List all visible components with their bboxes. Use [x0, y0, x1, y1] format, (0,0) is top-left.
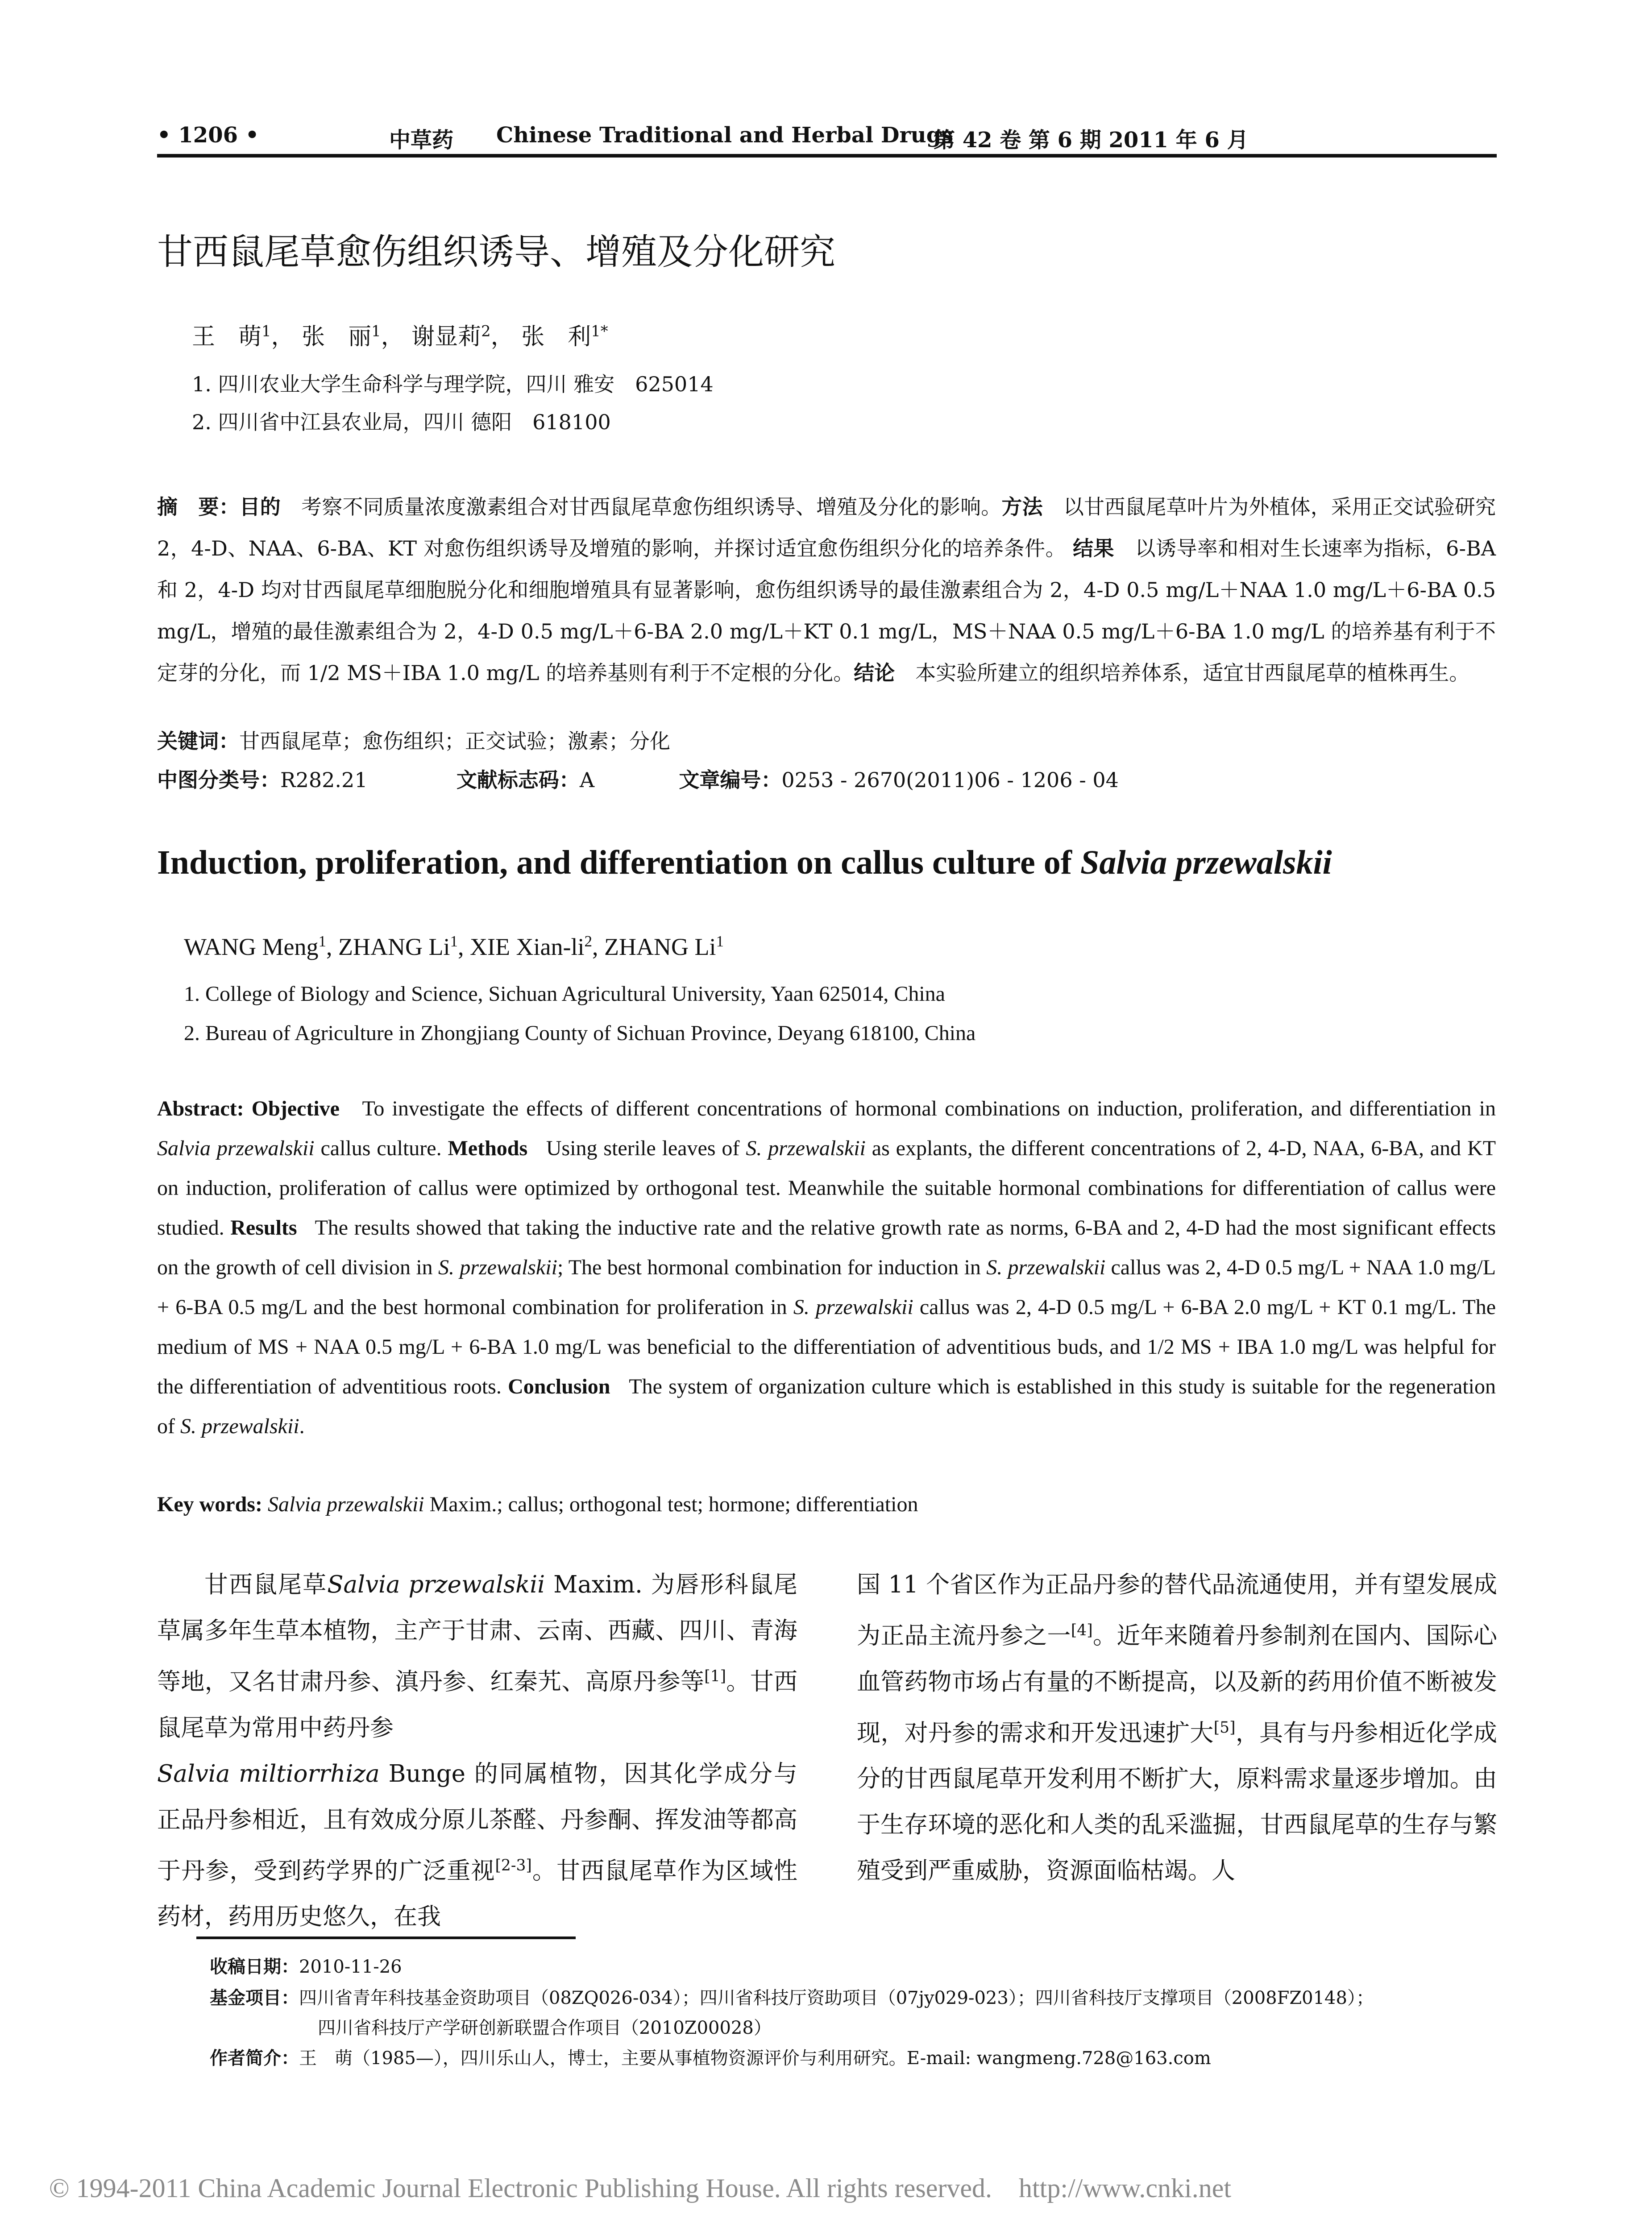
- species-name: Salvia miltiorrhiza: [157, 1760, 380, 1787]
- methods-label: 方法: [1001, 495, 1043, 519]
- author-bio-label: 作者简介：: [210, 2048, 299, 2069]
- footnote-fund-cont: 四川省科技厅产学研创新联盟合作项目（2010Z00028）: [318, 2018, 772, 2038]
- author-zh-3: 谢显莉: [411, 323, 481, 350]
- author-sup: 2: [481, 322, 491, 340]
- title-en-main: Induction, proliferation, and differentiation on callus culture of: [157, 844, 1081, 881]
- author-sup: 1: [318, 933, 327, 950]
- footnote-received: [210, 1952, 402, 1982]
- author-en-1: WANG Meng: [184, 933, 319, 960]
- article-no-label: 文章编号：: [679, 768, 782, 792]
- keywords-en-label: Key words:: [157, 1493, 262, 1516]
- received-label: 收稿日期：: [210, 1956, 299, 1977]
- author-en-3: XIE Xian-li: [470, 933, 585, 960]
- title-zh: 甘西鼠尾草愈伤组织诱导、增殖及分化研究: [157, 231, 835, 273]
- doc-code-value: A: [579, 768, 595, 792]
- results-en-4: callus was 2, 4-D 0.5 mg/L + 6-BA 2.0 mg/L + KT 0.1 mg/L. The medium of MS + NAA 0.5 mg/L + 6-BA 1.0 mg/L was beneficial to the differentiation of adventitious buds, and 1/2 MS + IBA 1.0 mg/L was helpful for the differentiation of adventitious roots.: [157, 1295, 1496, 1398]
- species-name: Salvia przewalskii: [157, 1136, 315, 1160]
- copyright-footer: © 1994-2011 China Academic Journal Electronic Publishing House. All rights reserved. http://www.cnki.net: [49, 2173, 1232, 2203]
- results-en-1: The results showed that taking the inductive rate and the relative growth rate as norms, 6-BA and 2, 4-D had the most significant effects on the growth of cell division in: [157, 1216, 1496, 1279]
- keywords-en-text: Maxim.; callus; orthogonal test; hormone; differentiation: [429, 1493, 918, 1516]
- results-en-label: Results: [230, 1216, 297, 1240]
- received-date: 2010-11-26: [299, 1957, 402, 1977]
- species-name: Salvia przewalskii: [267, 1493, 424, 1516]
- author-sup: 1*: [591, 322, 608, 340]
- keywords-zh-text: 甘西鼠尾草；愈伤组织；正交试验；激素；分化: [239, 729, 670, 753]
- period: .: [299, 1414, 305, 1438]
- classification-line: [157, 759, 1496, 801]
- keywords-en: [157, 1484, 918, 1525]
- results-text: 以诱导率和相对生长速率为指标，6-BA 和 2，4-D 均对甘西鼠尾草细胞脱分化和细胞增殖具有显著影响，愈伤组织诱导的最佳激素组合为 2，4-D 0.5 mg/L＋NAA 1.0 mg/L＋6-BA 0.5 mg/L，增殖的最佳激素组合为 2，4-D 0.5 mg/L＋6-BA 2.0 mg/L＋KT 0.1 mg/L，MS＋NAA 0.5 mg/L＋6-BA 1.0 mg/L 的培养基有利于不定芽的分化，而 1/2 MS＋IBA 1.0 mg/L 的培养基则有利于不定根的分化。: [157, 536, 1496, 685]
- species-name: S. przewalskii: [438, 1256, 557, 1279]
- footnote-rule: [196, 1937, 576, 1939]
- objective-label: 目的: [239, 495, 281, 519]
- clc-label: 中图分类号：: [157, 768, 280, 792]
- journal-name-cn: 中草药: [389, 128, 454, 153]
- fund-text-1: 四川省青年科技基金资助项目（08ZQ026-034）；四川省科技厅资助项目（07jy029-023）；四川省科技厅支撑项目（2008FZ0148）；: [299, 1988, 1374, 2008]
- affiliation-en-1: 1. College of Biology and Science, Sichuan Agricultural University, Yaan 625014, China: [184, 982, 945, 1006]
- affiliation-en-2: 2. Bureau of Agriculture in Zhongjiang County of Sichuan Province, Deyang 618100, China: [184, 1021, 976, 1045]
- body-right-column: [857, 1562, 1497, 1894]
- footnote-author: [210, 2044, 1211, 2073]
- author-zh-4: 张 利: [521, 323, 591, 350]
- header-rule: [157, 154, 1497, 158]
- methods-en-label: Methods: [448, 1136, 528, 1160]
- author-sup: 1: [371, 322, 381, 340]
- body-text: 。甘西鼠尾草作为区域性药材，药用历史悠久，在我: [157, 1857, 798, 1931]
- doc-code-label: 文献标志码：: [456, 768, 580, 792]
- conclusion-en: The system of organization culture which is established in this study is suitable for the regeneration of: [157, 1375, 1496, 1438]
- objective-text: 考察不同质量浓度激素组合对甘西鼠尾草愈伤组织诱导、增殖及分化的影响。: [301, 495, 1002, 519]
- author-bio: 王 萌（1985—），四川乐山人，博士，主要从事植物资源评价与利用研究。E-mail: wangmeng.728@163.com: [299, 2048, 1211, 2069]
- conclusion-text: 本实验所建立的组织培养体系，适宜甘西鼠尾草的植株再生。: [915, 661, 1470, 685]
- results-en-3: callus was 2, 4-D 0.5 mg/L + NAA 1.0 mg/L + 6-BA 0.5 mg/L and the best hormonal combination for proliferation in: [157, 1256, 1496, 1319]
- footnote-fund: [210, 1983, 1374, 2013]
- title-en-species: Salvia przewalskii: [1080, 844, 1332, 881]
- author-sup: 2: [584, 933, 592, 950]
- author-en-2: ZHANG Li: [338, 933, 450, 960]
- page-number: • 1206 •: [157, 123, 259, 148]
- affiliation-zh-2: 2. 四川省中江县农业局，四川 德阳 618100: [192, 410, 611, 434]
- body-text: 。甘西鼠尾草为常用中药丹参: [157, 1668, 798, 1742]
- author-zh-1: 王 萌: [192, 323, 262, 350]
- article-no-value: 0253 - 2670(2011)06 - 1206 - 04: [781, 768, 1119, 792]
- affiliation-zh-1: 1. 四川农业大学生命科学与理学院，四川 雅安 625014: [192, 372, 714, 396]
- abstract-en-label: Abstract: Objective: [157, 1097, 340, 1120]
- body-text: Bunge 的同属植物，因其化学成分与正品丹参相近，且有效成分原儿茶醛、丹参酮、挥发油等都高于丹参，受到药学界的广泛重视: [157, 1760, 797, 1885]
- authors-zh: 王 萌$^1$， 张 丽$^1$， 谢显莉$^2$， 张 利$^{1*}$: [192, 322, 608, 350]
- species-name: S. przewalskii: [986, 1256, 1106, 1279]
- species-name: Salvia przewalskii: [327, 1571, 545, 1598]
- author-sup: 1: [716, 933, 724, 950]
- species-name: S. przewalskii: [746, 1136, 866, 1160]
- keywords-zh-label: 关键词：: [157, 729, 239, 753]
- results-en-2: ; The best hormonal combination for induction in: [557, 1256, 981, 1279]
- authors-en: WANG Meng$^1$, ZHANG Li$^1$, XIE Xian-$li^2$, ZHANG Li$^1$: [184, 933, 724, 960]
- body-text: 国 11 个省区作为正品丹参的替代品流通使用，并有望发展成为正品主流丹参之一: [857, 1571, 1497, 1650]
- citation: [2-3]: [495, 1856, 532, 1874]
- author-zh-2: 张 丽: [302, 323, 372, 350]
- abstract-zh: [157, 486, 1496, 694]
- author-sup: 1: [261, 322, 271, 340]
- author-sup: 1: [450, 933, 458, 950]
- methods-text: 以甘西鼠尾草叶片为外植体，采用正交试验研究 2，4-D、NAA、6-BA、KT 对愈伤组织诱导及增殖的影响，并探讨适宜愈伤组织分化的培养条件。: [157, 495, 1496, 560]
- methods-en-1: Using sterile leaves of: [546, 1136, 740, 1160]
- species-name: S. przewalskii: [793, 1295, 913, 1319]
- objective-en: To investigate the effects of different concentrations of hormonal combinations on induction, proliferation, and differentiation in: [362, 1097, 1496, 1120]
- results-label: 结果: [1073, 536, 1115, 560]
- body-text: 。近年来随着丹参制剂在国内、国际心血管药物市场占有量的不断提高，以及新的药用价值不断被发现，对丹参的需求和开发迅速扩大: [857, 1622, 1498, 1747]
- clc-value: R282.21: [280, 768, 368, 792]
- issue-info: 第 42 卷 第 6 期 2011 年 6 月: [934, 128, 1249, 153]
- title-en: [157, 843, 1332, 882]
- author-en-4: ZHANG Li: [604, 933, 716, 960]
- body-text: ，具有与丹参相近化学成分的甘西鼠尾草开发利用不断扩大，原料需求量逐步增加。由于生存环境的恶化和人类的乱采滥掘，甘西鼠尾草的生存与繁殖受到严重威胁，资源面临枯竭。人: [857, 1719, 1498, 1885]
- methods-en-2: as explants, the different concentrations of 2, 4-D, NAA, 6-BA, and KT on induction, proliferation of callus were optimized by orthogonal test. Meanwhile the suitable hormonal combinations for differentiation of callus were studied.: [157, 1136, 1496, 1240]
- citation: [1]: [704, 1667, 726, 1685]
- journal-name-en: Chinese Traditional and Herbal Drugs: [496, 123, 954, 148]
- conclusion-label: 结论: [854, 661, 895, 685]
- objective-en-2: callus culture.: [320, 1136, 442, 1160]
- body-left-column: [157, 1562, 797, 1940]
- citation: [4]: [1071, 1621, 1093, 1639]
- running-header: [157, 118, 1497, 158]
- body-text: 甘西鼠尾草: [204, 1571, 328, 1598]
- fund-label: 基金项目：: [210, 1987, 299, 2008]
- body-text: Maxim. 为唇形科鼠尾草属多年生草本植物，主产于甘肃、云南、西藏、四川、青海等地，又名甘肃丹参、滇丹参、红秦艽、高原丹参等: [157, 1571, 797, 1696]
- conclusion-en-label: Conclusion: [508, 1375, 610, 1398]
- citation: [5]: [1213, 1718, 1236, 1737]
- species-name: S. przewalskii: [180, 1414, 299, 1438]
- keywords-zh: [157, 721, 670, 762]
- abstract-en: [157, 1089, 1496, 1446]
- abstract-zh-label: 摘 要：: [157, 495, 240, 519]
